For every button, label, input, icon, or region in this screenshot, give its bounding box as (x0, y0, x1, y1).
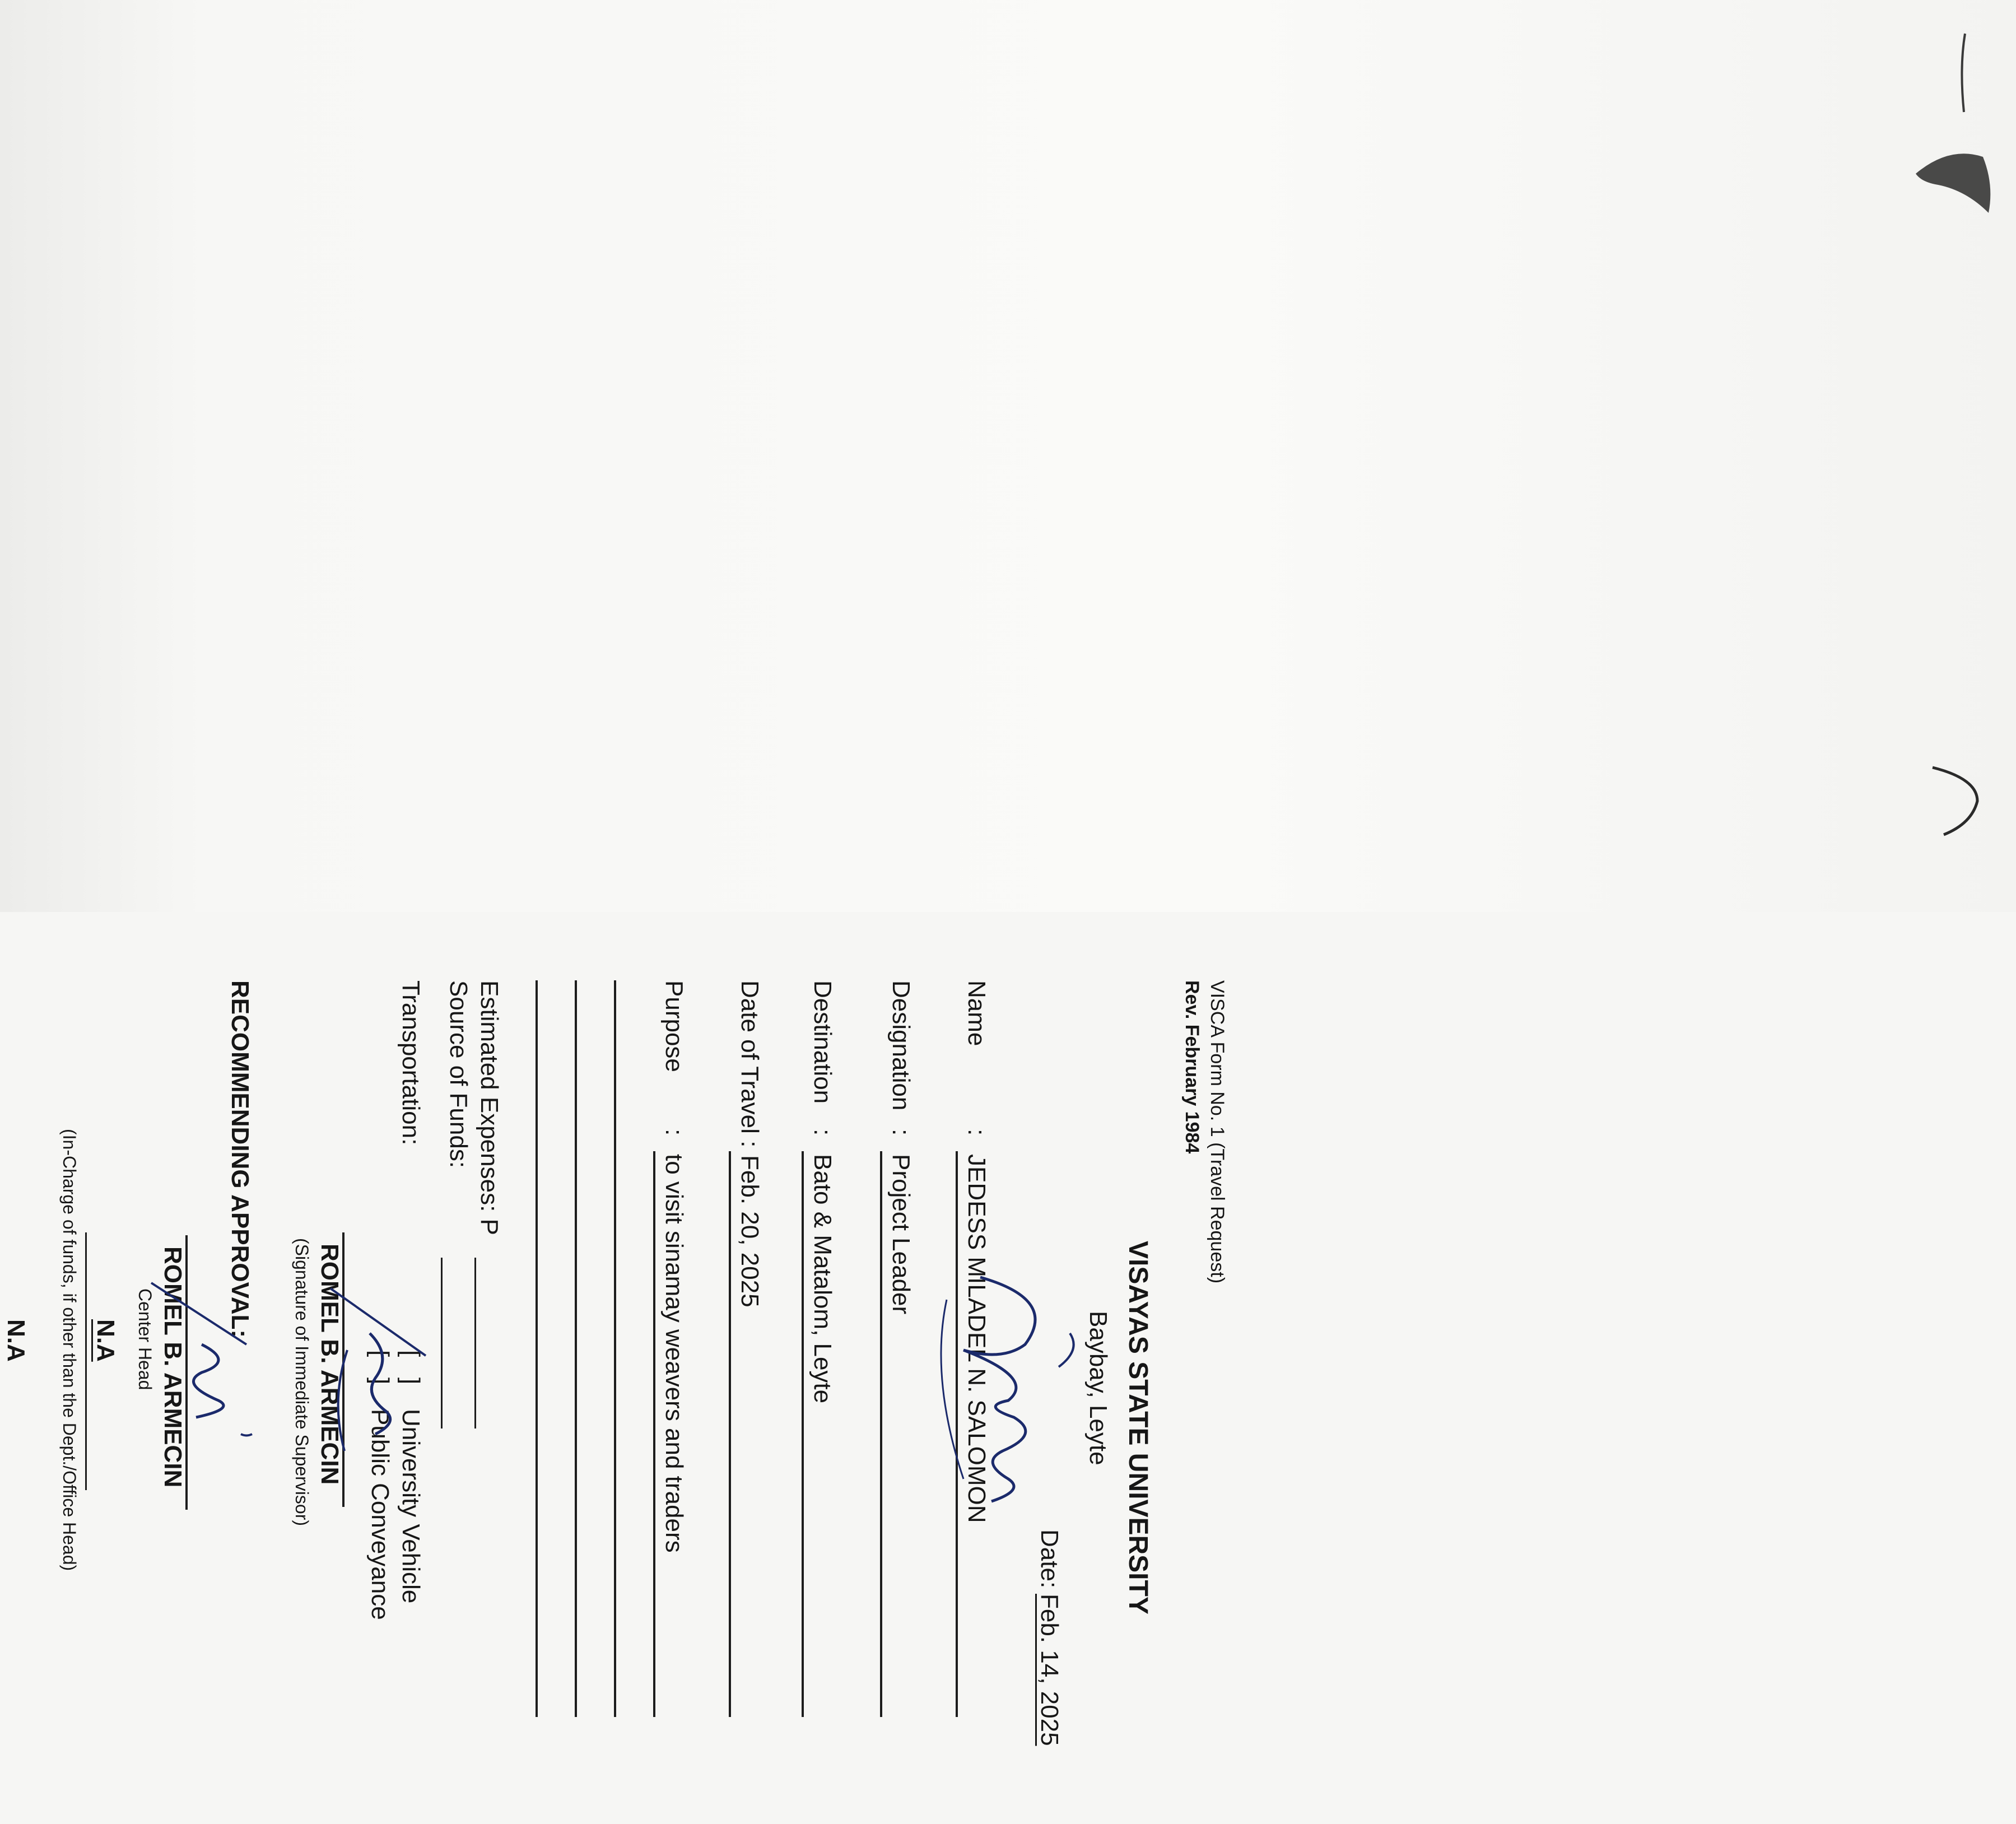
destination-label: Destination (809, 980, 836, 1104)
designation-underline (880, 1151, 882, 1717)
travel-request-form (0, 952, 1232, 1824)
purpose-blank-line-1 (614, 980, 616, 1717)
name-colon: : (963, 1129, 990, 1136)
supervisor-name: ROMEL B. ARMECIN (316, 1244, 343, 1485)
center-head-name: ROMEL B. ARMECIN (159, 1246, 187, 1488)
purpose-label: Purpose (660, 980, 688, 1072)
funds-incharge-caption: (In-Charge of funds, if other than the Dept./Office Head) (59, 1129, 80, 1571)
name-value: JEDESS MILADEL N. SALOMON (963, 1154, 990, 1523)
purpose-blank-line-2 (575, 980, 577, 1717)
applicant-handwritten-signature (924, 1266, 1092, 1513)
binder-hole-mark-top (1899, 22, 1977, 123)
funds-incharge-line (85, 1232, 87, 1490)
binder-hole-mark-middle (1899, 140, 2011, 252)
source-of-funds-label: Source of Funds: (445, 980, 472, 1169)
date-of-travel-value: Feb. 20, 2025 (736, 1155, 763, 1307)
purpose-blank-line-3 (536, 980, 538, 1717)
destination-underline (802, 1151, 804, 1717)
supervisor-handwritten-signature (314, 1266, 459, 1468)
supervisor-caption: (Signature of Immediate Supervisor) (292, 1238, 312, 1526)
date-label: Date: (1036, 1529, 1063, 1589)
designation-label: Designation (887, 980, 915, 1111)
form-number: VISCA Form No. 1 (Travel Request) (1207, 980, 1228, 1284)
date-value: Feb. 14, 2025 (1036, 1594, 1063, 1746)
designation-colon: : (887, 1129, 915, 1136)
purpose-colon: : (660, 1129, 688, 1136)
university-vehicle-label: University Vehicle (397, 1409, 425, 1604)
destination-value: Bato & Matalom, Leyte (809, 1154, 836, 1404)
purpose-underline (653, 1151, 655, 1717)
date-of-travel-label: Date of Travel : (736, 980, 763, 1148)
recommending-approval-heading: RECOMMENDING APPROVAL: (226, 980, 254, 1338)
university-vehicle-checkbox: [ ] (397, 1350, 425, 1385)
purpose-value: to visit sinamay weavers and traders (660, 1154, 688, 1553)
form-revision: Rev. February 1984 (1181, 980, 1203, 1154)
university-name: VISAYAS STATE UNIVERSITY (1123, 1241, 1153, 1614)
vp-name: N.A (2, 1319, 30, 1362)
public-conveyance-checkbox: [ ] (366, 1350, 394, 1385)
estimated-expenses-label: Estimated Expenses: P (476, 980, 503, 1235)
binder-hole-mark-bottom (1916, 756, 2005, 846)
university-location: Baybay, Leyte (1084, 1311, 1112, 1465)
funds-incharge-name: N.A (92, 1319, 119, 1362)
public-conveyance-label: Public Conveyance (366, 1409, 394, 1620)
date-of-travel-underline (729, 1151, 731, 1717)
estimated-expenses-underline (474, 1258, 476, 1429)
center-head-handwritten-signature (140, 1266, 286, 1468)
name-label: Name (963, 980, 990, 1046)
destination-colon: : (809, 1129, 836, 1136)
transportation-label: Transportation: (397, 980, 425, 1146)
designation-value: Project Leader (887, 1154, 915, 1315)
center-head-title: Center Head (135, 1288, 155, 1390)
